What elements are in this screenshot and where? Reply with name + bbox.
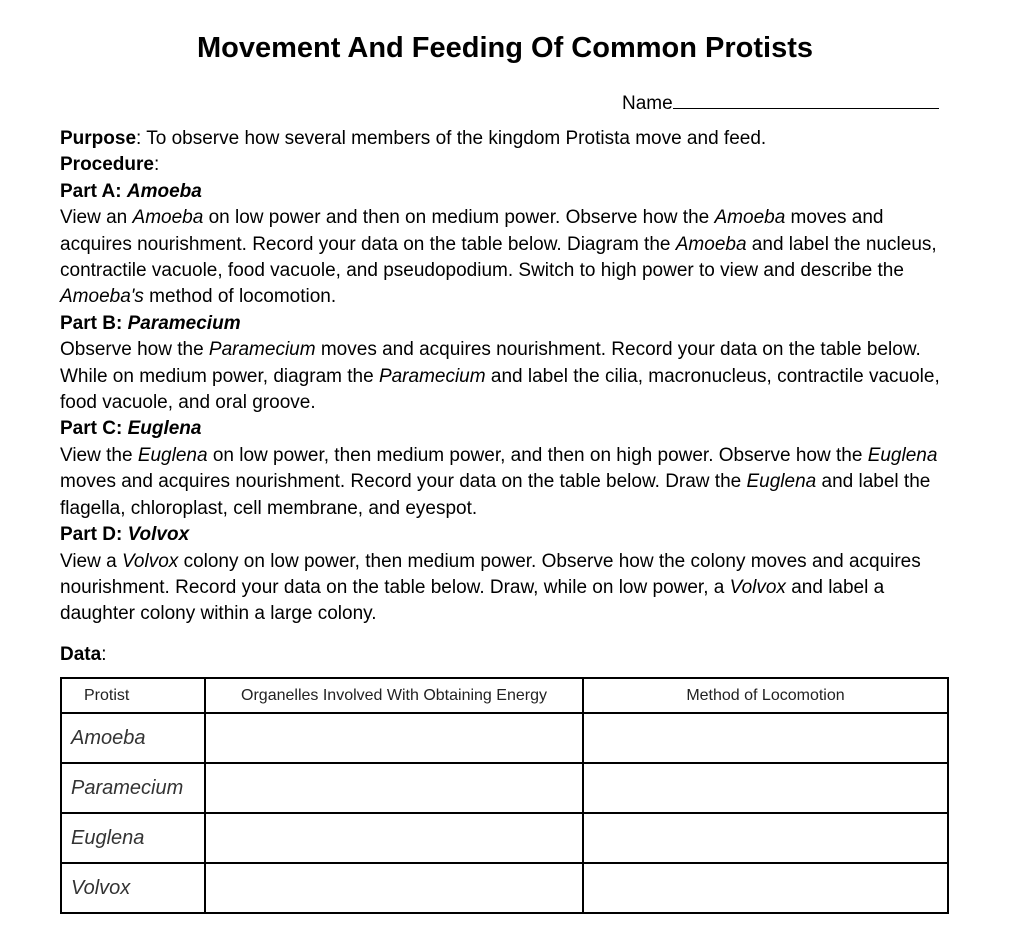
table-row (61, 813, 948, 863)
part-c-text (60, 443, 960, 522)
part-a-text (60, 205, 960, 311)
procedure-text: moves and acquires nourishment. Record your data on the table below. While on medium power, diagram the (60, 339, 921, 387)
procedure-text: and label a daughter colony within a large colony. (60, 576, 885, 625)
locomotion-cell[interactable] (583, 813, 948, 863)
data-colon: : (101, 644, 107, 665)
protist-name-cell: Euglena (61, 813, 205, 863)
table-row (61, 713, 948, 763)
procedure-text: on low power, then medium power, and then on high power. Observe how the (207, 444, 868, 466)
protist-name-cell: Volvox (61, 863, 205, 913)
part-c-heading (60, 416, 960, 442)
procedure-text: and label the cilia, macronucleus, contractile vacuole, food vacuole, and oral groove. (60, 365, 940, 414)
procedure-text: and label the nucleus, contractile vacuole, food vacuole, and pseudopodium. Switch to high power to view and describe the (60, 233, 937, 282)
part-b-heading (60, 311, 960, 337)
organelles-cell[interactable] (205, 863, 583, 913)
protist-name-cell: Amoeba (61, 713, 205, 763)
part-c-organism: Euglena (127, 418, 202, 440)
locomotion-cell[interactable] (583, 713, 948, 763)
organelles-cell[interactable] (205, 713, 583, 763)
purpose-paragraph (60, 126, 960, 152)
procedure-colon: : (153, 154, 160, 176)
part-d-text (60, 549, 960, 628)
organism-name: Euglena (746, 471, 817, 493)
organism-name: Paramecium (378, 365, 486, 387)
organism-name: Amoeba (132, 207, 204, 229)
part-a-label: Part A: (60, 180, 127, 202)
table-header-row (61, 678, 948, 713)
part-b-organism: Paramecium (127, 312, 241, 334)
part-b-label: Part B: (60, 312, 128, 334)
protist-name-cell: Paramecium (61, 763, 205, 813)
name-field (622, 90, 939, 116)
procedure-text: View an (60, 207, 133, 229)
name-blank-line[interactable] (673, 90, 939, 109)
procedure-text: colony on low power, then medium power. Observe how the colony moves and acquires nourishment. Record your data on the table below. Draw, while on low power, a (60, 550, 921, 598)
part-c-label: Part C: (60, 418, 128, 440)
data-label: Data (60, 644, 102, 665)
locomotion-cell[interactable] (583, 863, 948, 913)
procedure-text: moves and acquires nourishment. Record your data on the table below. Diagram the (60, 207, 884, 255)
purpose-text: : To observe how several members of the kingdom Protista move and feed. (136, 128, 767, 149)
organism-name: Euglena (137, 444, 208, 466)
column-header-locomotion: Method of Locomotion (583, 678, 948, 713)
data-table (60, 677, 949, 914)
part-a-organism: Amoeba (126, 180, 202, 202)
purpose-label: Purpose (60, 128, 137, 149)
procedure-text: View the (60, 444, 138, 466)
column-header-organelles: Organelles Involved With Obtaining Energy (205, 678, 583, 713)
part-b-text (60, 337, 960, 416)
column-header-protist: Protist (61, 678, 205, 713)
part-d-label: Part D: (60, 524, 128, 546)
part-d-heading (60, 522, 960, 548)
organism-name: Amoeba's (60, 286, 144, 308)
page-title: Movement And Feeding Of Common Protists (196, 32, 813, 64)
procedure-text: method of locomotion. (143, 286, 337, 308)
organism-name: Amoeba (714, 207, 786, 229)
organelles-cell[interactable] (205, 813, 583, 863)
part-a-heading (60, 179, 960, 205)
organism-name: Volvox (729, 576, 786, 598)
organism-name: Paramecium (208, 339, 316, 361)
organism-name: Euglena (867, 444, 938, 466)
instructions (60, 126, 960, 628)
part-d-organism: Volvox (127, 524, 190, 546)
procedure-text: moves and acquires nourishment. Record your data on the table below. Draw the (60, 471, 747, 493)
procedure-label: Procedure (60, 154, 154, 176)
table-row (61, 863, 948, 913)
procedure-text: View a (60, 550, 122, 572)
organism-name: Amoeba (675, 233, 747, 255)
procedure-text: and label the flagella, chloroplast, cell membrane, and eyespot. (60, 471, 931, 519)
organism-name: Volvox (121, 550, 179, 572)
procedure-text: on low power and then on medium power. Observe how the (203, 207, 715, 229)
procedure-text: Observe how the (60, 339, 209, 361)
name-label: Name (622, 93, 673, 114)
data-heading (60, 643, 106, 667)
organelles-cell[interactable] (205, 763, 583, 813)
locomotion-cell[interactable] (583, 763, 948, 813)
procedure-heading (60, 152, 960, 178)
table-row (61, 763, 948, 813)
